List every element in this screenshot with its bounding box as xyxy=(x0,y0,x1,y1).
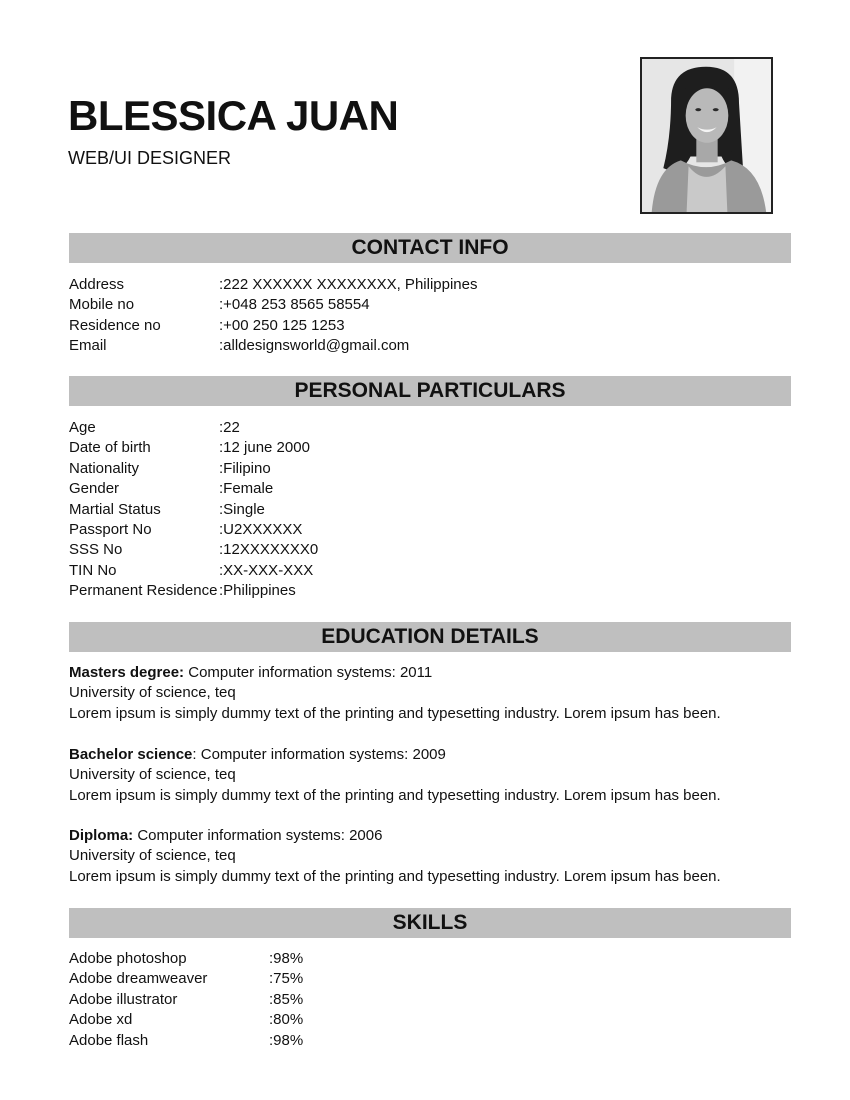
skill-value: 98% xyxy=(273,1031,304,1049)
skills-list xyxy=(69,949,303,1051)
education-school: University of science, teq xyxy=(69,847,236,865)
skill-value: 80% xyxy=(273,1011,304,1029)
personal-row: TIN No : XX-XXX-XXX xyxy=(69,561,318,581)
skill-row: Adobe dreamweaver : 75% xyxy=(69,969,303,989)
skill-row: Adobe photoshop : 98% xyxy=(69,949,303,969)
education-entry-masters xyxy=(69,663,791,724)
education-detail: : Computer information systems: 2009 xyxy=(192,746,446,763)
skill-label: Adobe dreamweaver xyxy=(69,970,208,988)
personal-value: Female xyxy=(223,480,274,498)
personal-value: 12 june 2000 xyxy=(223,439,310,457)
contact-label: Mobile no xyxy=(69,296,135,314)
resume-name: BLESSICA JUAN xyxy=(68,92,399,139)
skills-heading: SKILLS xyxy=(69,908,791,938)
education-detail: Computer information systems: 2011 xyxy=(184,664,433,681)
personal-label: SSS No xyxy=(69,541,123,559)
personal-value: Philippines xyxy=(223,582,296,600)
skill-label: Adobe flash xyxy=(69,1031,149,1049)
education-school: University of science, teq xyxy=(69,684,236,702)
personal-row: Nationality : Filipino xyxy=(69,459,318,479)
skill-row: Adobe illustrator : 85% xyxy=(69,990,303,1010)
contact-info-list xyxy=(69,275,477,357)
skill-value: 98% xyxy=(273,950,304,967)
education-school: University of science, teq xyxy=(69,766,236,784)
education-degree-line xyxy=(69,745,791,765)
personal-label: Passport No xyxy=(69,520,152,538)
personal-label: Permanent Residence xyxy=(69,582,218,600)
education-degree-line xyxy=(69,826,791,846)
skill-label: Adobe illustrator xyxy=(69,990,178,1008)
personal-value: 22 xyxy=(223,419,240,436)
contact-row-address: Address : 222 XXXXXX XXXXXXXX, Philippines xyxy=(69,275,477,295)
personal-row: Passport No : U2XXXXXX xyxy=(69,520,318,540)
profile-photo xyxy=(640,57,773,214)
contact-row-email: Email : alldesignsworld@gmail.com xyxy=(69,336,477,356)
education-description: Lorem ipsum is simply dummy text of the printing and typesetting industry. Lorem ipsum has been. xyxy=(69,867,721,885)
contact-info-heading: CONTACT INFO xyxy=(69,233,791,263)
personal-label: Age xyxy=(69,419,96,436)
education-detail: Computer information systems: 2006 xyxy=(133,827,383,844)
personal-row: Date of birth : 12 june 2000 xyxy=(69,438,318,458)
education-degree: Bachelor science xyxy=(69,746,193,763)
personal-label: Gender xyxy=(69,480,120,498)
education-degree: Diploma: xyxy=(69,827,134,844)
skill-label: Adobe photoshop xyxy=(69,950,187,967)
personal-value: Single xyxy=(223,500,265,518)
personal-particulars-list xyxy=(69,418,318,602)
skill-value: 85% xyxy=(273,990,304,1008)
skill-label: Adobe xd xyxy=(69,1011,133,1029)
education-description: Lorem ipsum is simply dummy text of the printing and typesetting industry. Lorem ipsum has been. xyxy=(69,704,721,722)
education-degree-line xyxy=(69,663,791,683)
education-degree: Masters degree: xyxy=(69,664,185,681)
education-entry-bachelor xyxy=(69,745,791,806)
personal-row: Age : 22 xyxy=(69,418,318,438)
contact-value: +048 253 8565 58554 xyxy=(223,296,370,314)
profile-photo-portrait xyxy=(642,59,771,212)
personal-label: Martial Status xyxy=(69,500,161,518)
personal-particulars-heading: PERSONAL PARTICULARS xyxy=(69,376,791,406)
personal-value: Filipino xyxy=(223,459,271,477)
contact-label: Residence no xyxy=(69,316,161,334)
personal-value: 12XXXXXXX0 xyxy=(223,541,319,559)
resume-role: WEB/UI DESIGNER xyxy=(68,148,232,168)
personal-label: Date of birth xyxy=(69,439,151,457)
personal-row: Gender : Female xyxy=(69,479,318,499)
education-description: Lorem ipsum is simply dummy text of the printing and typesetting industry. Lorem ipsum has been. xyxy=(69,786,721,804)
contact-row-residence: Residence no : +00 250 125 1253 xyxy=(69,316,477,336)
personal-label: TIN No xyxy=(69,561,117,579)
contact-row-mobile: Mobile no : +048 253 8565 58554 xyxy=(69,295,477,315)
education-details-heading: EDUCATION DETAILS xyxy=(69,622,791,652)
personal-row: Martial Status : Single xyxy=(69,500,318,520)
skill-row: Adobe flash : 98% xyxy=(69,1031,303,1051)
contact-email-value: alldesignsworld@gmail.com xyxy=(223,337,410,355)
skill-row: Adobe xd : 80% xyxy=(69,1010,303,1030)
contact-label: Address xyxy=(69,276,125,293)
personal-value: XX-XXX-XXX xyxy=(223,561,314,579)
personal-row: SSS No : 12XXXXXXX0 xyxy=(69,540,318,560)
skill-value: 75% xyxy=(273,970,304,988)
contact-value: 222 XXXXXX XXXXXXXX, Philippines xyxy=(223,276,478,293)
contact-value: +00 250 125 1253 xyxy=(223,316,345,334)
personal-label: Nationality xyxy=(69,459,140,477)
personal-value: U2XXXXXX xyxy=(223,520,303,538)
personal-row: Permanent Residence : Philippines xyxy=(69,581,318,601)
education-entry-diploma xyxy=(69,826,791,887)
contact-label: Email xyxy=(69,337,107,355)
